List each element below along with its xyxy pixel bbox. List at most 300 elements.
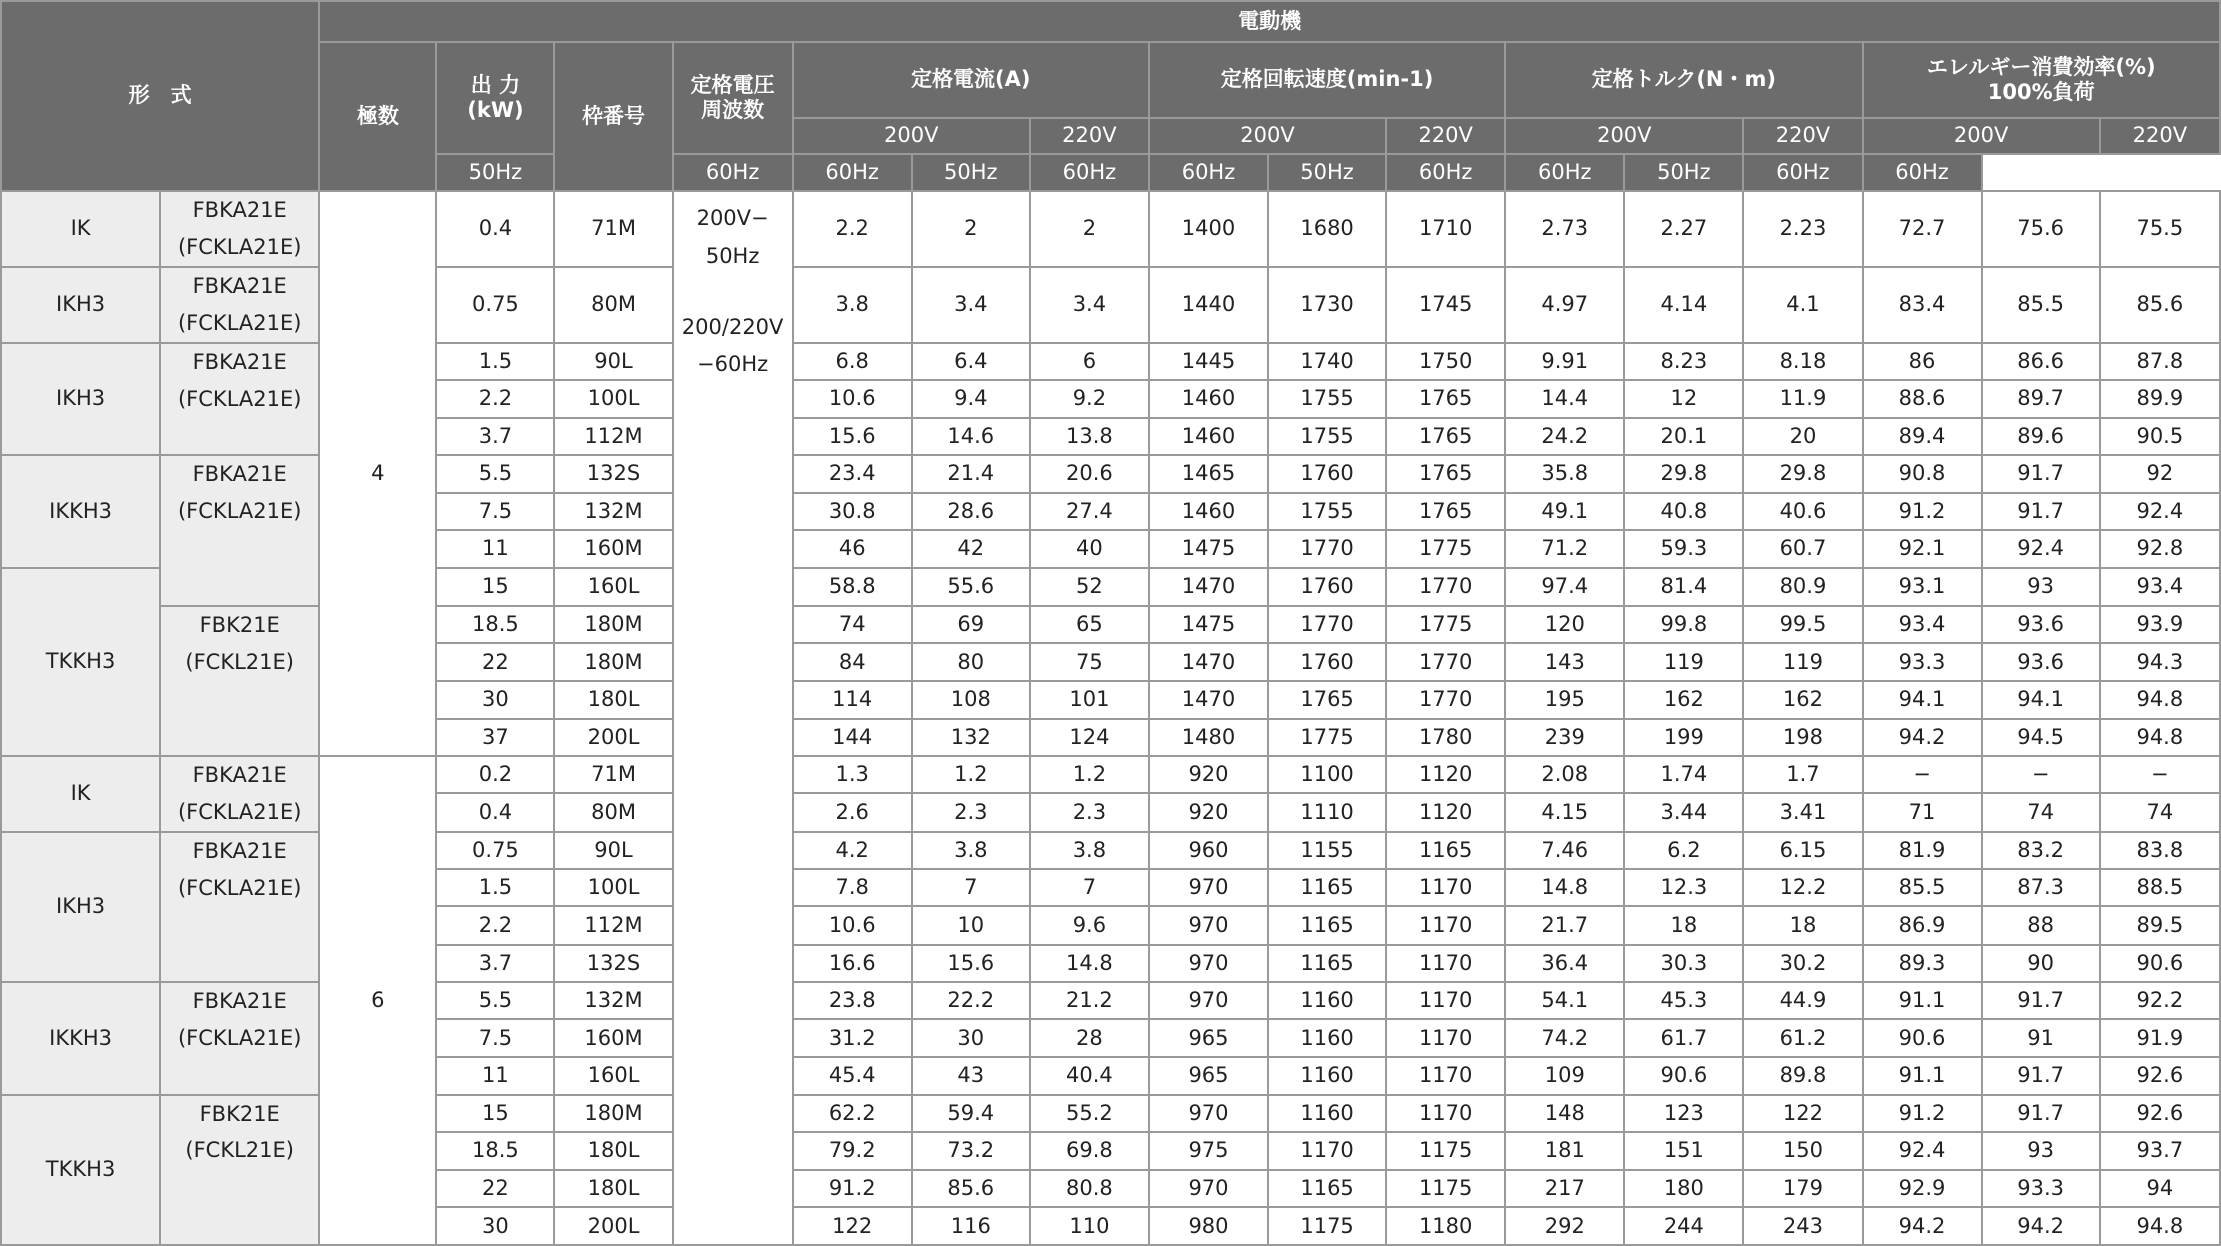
output-cell: 30 [436, 1207, 554, 1245]
value-cell: 1775 [1386, 606, 1505, 643]
value-cell: 1755 [1268, 380, 1386, 417]
value-cell: 3.8 [793, 267, 912, 343]
value-cell: 40.4 [1030, 1057, 1149, 1094]
value-cell: 1120 [1386, 793, 1505, 832]
value-cell: 21.7 [1505, 906, 1624, 944]
value-cell: 75.6 [1982, 191, 2100, 267]
value-cell: 1160 [1268, 1095, 1386, 1132]
value-cell: 7.8 [793, 869, 912, 906]
value-cell: 21.4 [912, 455, 1030, 493]
value-cell: 1755 [1268, 418, 1386, 455]
voltage-line: 50Hz [705, 243, 760, 268]
value-cell: 94.8 [2100, 719, 2220, 756]
value-cell: 86 [1863, 343, 1982, 380]
model-cell [160, 756, 319, 832]
value-cell: 1170 [1386, 906, 1505, 944]
value-cell: 1770 [1268, 606, 1386, 643]
value-cell: 6.8 [793, 343, 912, 380]
output-cell: 15 [436, 1095, 554, 1132]
value-cell: 1680 [1268, 191, 1386, 267]
value-cell: 970 [1149, 1095, 1268, 1132]
model-line: FBK21E [199, 612, 280, 637]
value-cell: 14.8 [1505, 869, 1624, 906]
value-cell: 80.9 [1743, 568, 1862, 606]
value-cell: − [1863, 756, 1982, 794]
value-cell: 85.5 [1982, 267, 2100, 343]
value-cell: 180 [1624, 1170, 1743, 1207]
model-cell [160, 982, 319, 1095]
value-cell: 60.7 [1743, 530, 1862, 567]
value-cell: 1160 [1268, 1057, 1386, 1094]
header-freq-50hz: 50Hz [1624, 154, 1743, 191]
header-voltage-band-220v: 220V [2100, 118, 2220, 154]
value-cell: 1475 [1149, 606, 1268, 643]
output-cell: 0.4 [436, 793, 554, 832]
value-cell: 181 [1505, 1132, 1624, 1170]
value-cell: 20.1 [1624, 418, 1743, 455]
value-cell: 88 [1982, 906, 2100, 944]
header-output [436, 42, 554, 154]
value-cell: 94.2 [1863, 719, 1982, 756]
value-cell: 1175 [1386, 1132, 1505, 1170]
value-cell: 75.5 [2100, 191, 2220, 267]
value-cell: 92.4 [1982, 530, 2100, 567]
value-cell: 3.41 [1743, 793, 1862, 832]
value-cell: 2.2 [793, 191, 912, 267]
model-line: (FCKLA21E) [177, 235, 302, 260]
output-cell: 3.7 [436, 945, 554, 982]
value-cell: 59.3 [1624, 530, 1743, 567]
value-cell: 1.74 [1624, 756, 1743, 794]
value-cell: 93.7 [2100, 1132, 2220, 1170]
frame-cell: 132M [554, 982, 672, 1019]
value-cell: 94.2 [1982, 1207, 2100, 1245]
value-cell: 94.2 [1863, 1207, 1982, 1245]
voltage-frequency-cell [673, 191, 793, 1245]
value-cell: 92.8 [2100, 530, 2220, 567]
value-cell: 87.8 [2100, 343, 2220, 380]
value-cell: 89.7 [1982, 380, 2100, 417]
frame-cell: 80M [554, 793, 672, 832]
output-cell: 0.75 [436, 832, 554, 869]
value-cell: 45.4 [793, 1057, 912, 1094]
frame-cell: 132S [554, 455, 672, 493]
value-cell: 920 [1149, 793, 1268, 832]
output-cell: 2.2 [436, 906, 554, 944]
value-cell: 1730 [1268, 267, 1386, 343]
value-cell: 148 [1505, 1095, 1624, 1132]
model-line: (FCKL21E) [185, 1138, 294, 1163]
value-cell: 91.7 [1982, 1057, 2100, 1094]
value-cell: 1465 [1149, 455, 1268, 493]
value-cell: 61.7 [1624, 1019, 1743, 1057]
value-cell: 42 [912, 530, 1030, 567]
header-poles: 極数 [319, 42, 436, 191]
header-voltage-band-200v: 200V [793, 118, 1030, 154]
value-cell: 970 [1149, 1170, 1268, 1207]
value-cell: 14.4 [1505, 380, 1624, 417]
value-cell: 72.7 [1863, 191, 1982, 267]
value-cell: 59.4 [912, 1095, 1030, 1132]
value-cell: 4.15 [1505, 793, 1624, 832]
model-line: FBKA21E [192, 461, 287, 486]
value-cell: 1460 [1149, 493, 1268, 530]
value-cell: 1175 [1268, 1207, 1386, 1245]
value-cell: 162 [1743, 681, 1862, 718]
value-cell: 89.4 [1863, 418, 1982, 455]
header-freq-50hz: 50Hz [912, 154, 1030, 191]
value-cell: 1400 [1149, 191, 1268, 267]
header-speed: 定格回転速度(min-1) [1149, 42, 1505, 118]
header-freq-60hz: 60Hz [1030, 154, 1149, 191]
value-cell: 2.3 [1030, 793, 1149, 832]
value-cell: 179 [1743, 1170, 1862, 1207]
output-cell: 11 [436, 1057, 554, 1094]
frame-cell: 112M [554, 418, 672, 455]
frame-cell: 160L [554, 568, 672, 606]
value-cell: 9.91 [1505, 343, 1624, 380]
value-cell: 1470 [1149, 643, 1268, 681]
output-cell: 3.7 [436, 418, 554, 455]
value-cell: 91.1 [1863, 982, 1982, 1019]
value-cell: 1475 [1149, 530, 1268, 567]
model-line: (FCKLA21E) [177, 311, 302, 336]
value-cell: 4.14 [1624, 267, 1743, 343]
frame-cell: 160L [554, 1057, 672, 1094]
poles-cell: 4 [319, 191, 436, 756]
output-cell: 5.5 [436, 455, 554, 493]
value-cell: 920 [1149, 756, 1268, 794]
value-cell: 1745 [1386, 267, 1505, 343]
value-cell: 92.9 [1863, 1170, 1982, 1207]
value-cell: 119 [1743, 643, 1862, 681]
value-cell: 92.2 [2100, 982, 2220, 1019]
frame-cell: 90L [554, 343, 672, 380]
value-cell: 144 [793, 719, 912, 756]
value-cell: 2.27 [1624, 191, 1743, 267]
value-cell: 2 [912, 191, 1030, 267]
value-cell: 3.44 [1624, 793, 1743, 832]
value-cell: 1760 [1268, 455, 1386, 493]
value-cell: 91.7 [1982, 455, 2100, 493]
value-cell: 12 [1624, 380, 1743, 417]
value-cell: 35.8 [1505, 455, 1624, 493]
value-cell: 83.4 [1863, 267, 1982, 343]
header-freq-60hz: 60Hz [1386, 154, 1505, 191]
value-cell: 12.3 [1624, 869, 1743, 906]
value-cell: 92.4 [2100, 493, 2220, 530]
value-cell: 1170 [1386, 1095, 1505, 1132]
value-cell: 162 [1624, 681, 1743, 718]
header-type: 形 式 [1, 1, 319, 191]
poles-cell: 6 [319, 756, 436, 1245]
value-cell: 93.6 [1982, 606, 2100, 643]
output-cell: 1.5 [436, 343, 554, 380]
value-cell: 1770 [1386, 643, 1505, 681]
output-cell: 5.5 [436, 982, 554, 1019]
header-frame: 枠番号 [554, 42, 672, 191]
value-cell: 1765 [1386, 493, 1505, 530]
header-voltage-band-200v: 200V [1149, 118, 1386, 154]
value-cell: 1710 [1386, 191, 1505, 267]
model-line: (FCKLA21E) [177, 386, 302, 411]
model-cell [160, 606, 319, 756]
model-line: FBK21E [199, 1101, 280, 1126]
value-cell: 90.8 [1863, 455, 1982, 493]
value-cell: 89.9 [2100, 380, 2220, 417]
value-cell: 1.2 [1030, 756, 1149, 794]
value-cell: 92 [2100, 455, 2220, 493]
value-cell: 85.6 [2100, 267, 2220, 343]
value-cell: 1470 [1149, 681, 1268, 718]
value-cell: 3.8 [1030, 832, 1149, 869]
header-voltage-band-220v: 220V [1743, 118, 1862, 154]
value-cell: 90.6 [1624, 1057, 1743, 1094]
value-cell: 30.8 [793, 493, 912, 530]
header-voltage-band-200v: 200V [1863, 118, 2100, 154]
value-cell: 2.08 [1505, 756, 1624, 794]
value-cell: 62.2 [793, 1095, 912, 1132]
value-cell: 91.1 [1863, 1057, 1982, 1094]
value-cell: 99.5 [1743, 606, 1862, 643]
value-cell: 2.3 [912, 793, 1030, 832]
value-cell: 43 [912, 1057, 1030, 1094]
value-cell: 14.8 [1030, 945, 1149, 982]
value-cell: 975 [1149, 1132, 1268, 1170]
value-cell: 91.2 [1863, 1095, 1982, 1132]
output-cell: 37 [436, 719, 554, 756]
value-cell: 94.3 [2100, 643, 2220, 681]
output-cell: 1.5 [436, 869, 554, 906]
value-cell: 93.4 [2100, 568, 2220, 606]
output-cell: 0.75 [436, 267, 554, 343]
value-cell: 88.5 [2100, 869, 2220, 906]
frame-cell: 71M [554, 191, 672, 267]
value-cell: 94.1 [1982, 681, 2100, 718]
value-cell: 1180 [1386, 1207, 1505, 1245]
value-cell: 75 [1030, 643, 1149, 681]
value-cell: 9.4 [912, 380, 1030, 417]
header-freq-60hz: 60Hz [793, 154, 912, 191]
value-cell: 1765 [1386, 455, 1505, 493]
value-cell: 119 [1624, 643, 1743, 681]
value-cell: 73.2 [912, 1132, 1030, 1170]
value-cell: 2.23 [1743, 191, 1862, 267]
value-cell: 18 [1743, 906, 1862, 944]
output-cell: 15 [436, 568, 554, 606]
value-cell: 1110 [1268, 793, 1386, 832]
header-efficiency [1863, 42, 2221, 118]
value-cell: 30.3 [1624, 945, 1743, 982]
value-cell: 1445 [1149, 343, 1268, 380]
output-cell: 18.5 [436, 1132, 554, 1170]
value-cell: 86.6 [1982, 343, 2100, 380]
header-motor: 電動機 [319, 1, 2220, 42]
model-line: (FCKLA21E) [177, 498, 302, 523]
output-cell: 0.2 [436, 756, 554, 794]
value-cell: 1170 [1386, 1057, 1505, 1094]
value-cell: 99.8 [1624, 606, 1743, 643]
value-cell: 83.8 [2100, 832, 2220, 869]
value-cell: 132 [912, 719, 1030, 756]
value-cell: 91.7 [1982, 982, 2100, 1019]
value-cell: − [2100, 756, 2220, 794]
value-cell: 91.9 [2100, 1019, 2220, 1057]
value-cell: 71.2 [1505, 530, 1624, 567]
value-cell: 27.4 [1030, 493, 1149, 530]
value-cell: 20 [1743, 418, 1862, 455]
value-cell: 49.1 [1505, 493, 1624, 530]
value-cell: 74.2 [1505, 1019, 1624, 1057]
header-freq-50hz: 50Hz [1268, 154, 1386, 191]
value-cell: 980 [1149, 1207, 1268, 1245]
value-cell: 122 [1743, 1095, 1862, 1132]
value-cell: 1750 [1386, 343, 1505, 380]
value-cell: 92.4 [1863, 1132, 1982, 1170]
value-cell: 90 [1982, 945, 2100, 982]
value-cell: 108 [912, 681, 1030, 718]
type-cell: IKKH3 [1, 455, 160, 568]
value-cell: 1.3 [793, 756, 912, 794]
value-cell: 10.6 [793, 380, 912, 417]
value-cell: 20.6 [1030, 455, 1149, 493]
value-cell: 120 [1505, 606, 1624, 643]
value-cell: 93 [1982, 1132, 2100, 1170]
value-cell: 4.1 [1743, 267, 1862, 343]
model-line: FBKA21E [192, 988, 287, 1013]
value-cell: 44.9 [1743, 982, 1862, 1019]
output-cell: 22 [436, 643, 554, 681]
header-freq-60hz: 60Hz [1505, 154, 1624, 191]
frame-cell: 200L [554, 1207, 672, 1245]
value-cell: 114 [793, 681, 912, 718]
value-cell: 1760 [1268, 643, 1386, 681]
frame-cell: 180L [554, 1170, 672, 1207]
frame-cell: 160M [554, 530, 672, 567]
value-cell: 1760 [1268, 568, 1386, 606]
output-cell: 30 [436, 681, 554, 718]
frame-cell: 200L [554, 719, 672, 756]
value-cell: 15.6 [912, 945, 1030, 982]
value-cell: 6.15 [1743, 832, 1862, 869]
value-cell: 85.5 [1863, 869, 1982, 906]
value-cell: 81.9 [1863, 832, 1982, 869]
header-voltage-band-220v: 220V [1386, 118, 1505, 154]
value-cell: 3.4 [1030, 267, 1149, 343]
value-cell: 86.9 [1863, 906, 1982, 944]
value-cell: 1165 [1268, 1170, 1386, 1207]
voltage-line: −60Hz [697, 352, 769, 377]
value-cell: 92.6 [2100, 1095, 2220, 1132]
value-cell: 970 [1149, 945, 1268, 982]
value-cell: 23.8 [793, 982, 912, 1019]
value-cell: 61.2 [1743, 1019, 1862, 1057]
table-row [1, 191, 2220, 267]
frame-cell: 100L [554, 380, 672, 417]
value-cell: 74 [793, 606, 912, 643]
value-cell: 1155 [1268, 832, 1386, 869]
voltage-gap [674, 276, 792, 309]
value-cell: 960 [1149, 832, 1268, 869]
model-cell [160, 832, 319, 982]
value-cell: 1765 [1386, 418, 1505, 455]
header-voltage-band-200v: 200V [1505, 118, 1743, 154]
value-cell: 91.2 [1863, 493, 1982, 530]
frame-cell: 80M [554, 267, 672, 343]
value-cell: 90.6 [1863, 1019, 1982, 1057]
value-cell: 11.9 [1743, 380, 1862, 417]
value-cell: 124 [1030, 719, 1149, 756]
value-cell: 97.4 [1505, 568, 1624, 606]
value-cell: 10 [912, 906, 1030, 944]
header-torque: 定格トルク(N・m) [1505, 42, 1862, 118]
value-cell: 1460 [1149, 380, 1268, 417]
value-cell: 1170 [1386, 1019, 1505, 1057]
value-cell: 93.3 [1982, 1170, 2100, 1207]
value-cell: 52 [1030, 568, 1149, 606]
value-cell: 21.2 [1030, 982, 1149, 1019]
value-cell: 109 [1505, 1057, 1624, 1094]
value-cell: 91.7 [1982, 1095, 2100, 1132]
output-cell: 11 [436, 530, 554, 567]
value-cell: 965 [1149, 1057, 1268, 1094]
value-cell: 7 [912, 869, 1030, 906]
value-cell: 30.2 [1743, 945, 1862, 982]
value-cell: 93.1 [1863, 568, 1982, 606]
value-cell: 93 [1982, 568, 2100, 606]
value-cell: 1120 [1386, 756, 1505, 794]
header-efficiency-line1: エレルギー消費効率(%) [1926, 54, 2156, 79]
value-cell: 93.3 [1863, 643, 1982, 681]
frame-cell: 180M [554, 1095, 672, 1132]
header-efficiency-line2: 100%負荷 [1987, 80, 2095, 104]
value-cell: 1755 [1268, 493, 1386, 530]
model-cell [160, 343, 319, 455]
value-cell: 1.7 [1743, 756, 1862, 794]
value-cell: 92.1 [1863, 530, 1982, 567]
value-cell: 18 [1624, 906, 1743, 944]
value-cell: 94.5 [1982, 719, 2100, 756]
value-cell: 1460 [1149, 418, 1268, 455]
value-cell: 55.2 [1030, 1095, 1149, 1132]
value-cell: 7 [1030, 869, 1149, 906]
value-cell: 55.6 [912, 568, 1030, 606]
frame-cell: 180M [554, 606, 672, 643]
value-cell: 1480 [1149, 719, 1268, 756]
header-output-line1: 出 力 [470, 72, 521, 97]
value-cell: 122 [793, 1207, 912, 1245]
model-line: FBKA21E [192, 274, 287, 299]
frame-cell: 180L [554, 1132, 672, 1170]
value-cell: 970 [1149, 982, 1268, 1019]
value-cell: 1740 [1268, 343, 1386, 380]
value-cell: 74 [2100, 793, 2220, 832]
value-cell: 8.23 [1624, 343, 1743, 380]
value-cell: 92.6 [2100, 1057, 2220, 1094]
type-cell: IK [1, 191, 160, 267]
value-cell: 110 [1030, 1207, 1149, 1245]
value-cell: 4.97 [1505, 267, 1624, 343]
value-cell: 1765 [1268, 681, 1386, 718]
value-cell: 116 [912, 1207, 1030, 1245]
model-line: (FCKLA21E) [177, 1025, 302, 1050]
value-cell: 1170 [1386, 945, 1505, 982]
value-cell: 970 [1149, 906, 1268, 944]
value-cell: 94.8 [2100, 1207, 2220, 1245]
value-cell: 8.18 [1743, 343, 1862, 380]
value-cell: 1170 [1386, 869, 1505, 906]
value-cell: 94.8 [2100, 681, 2220, 718]
